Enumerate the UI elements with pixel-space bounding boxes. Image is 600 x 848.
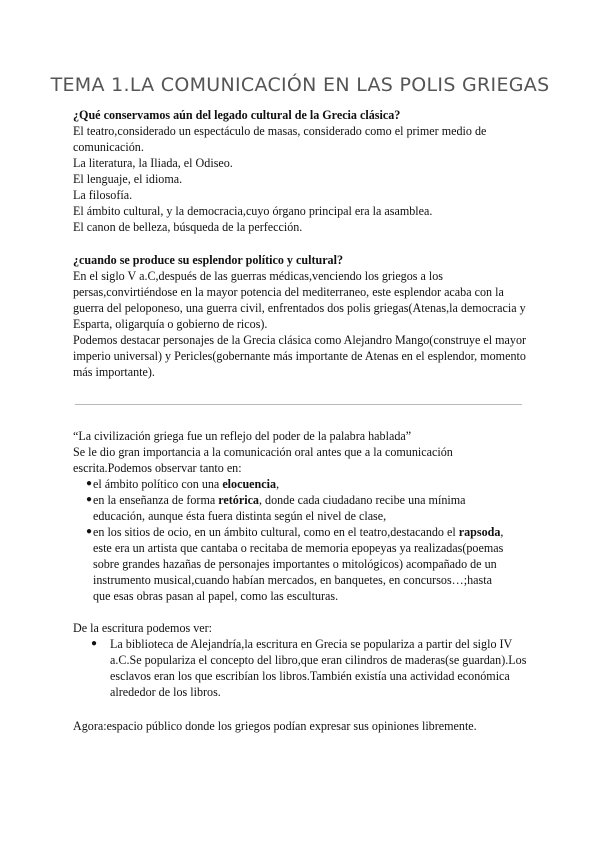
item-text: , donde cada ciudadano recibe una mínima (258, 493, 466, 507)
item-text: , (276, 477, 280, 491)
oral-communication-list (73, 476, 533, 604)
item-bold-term: elocuencia (222, 477, 277, 491)
item-bold-term: retórica (218, 493, 259, 507)
section-escritura (73, 620, 533, 700)
list-item (73, 476, 533, 492)
text-line: Agora:espacio público donde los griegos podían expresar sus opiniones libremente. (73, 719, 477, 733)
text-line: más importante). (73, 365, 155, 379)
bullet-icon: ● (86, 526, 93, 537)
text-line: El ámbito cultural, y la democracia,cuyo órgano principal era la asamblea. (73, 204, 433, 218)
text-line: El canon de belleza, búsqueda de la perfección. (73, 220, 303, 234)
item-text: en los sitios de ocio, en un ámbito cultural, como en el teatro,destacando el (93, 525, 459, 539)
section-heading: ¿Qué conservamos aún del legado cultural de la Grecia clásica? (73, 108, 401, 122)
text-line: persas,convirtiéndose en la mayor potencia del mediterraneo, este esplendor acaba con la (73, 285, 504, 299)
page-title: TEMA 1.LA COMUNICACIÓN EN LAS POLIS GRIEGAS (50, 74, 550, 96)
text-line: Podemos destacar personajes de la Grecia clásica como Alejandro Mango(construye el mayor (73, 333, 527, 347)
text-line: imperio universal) y Pericles(gobernante más importante de Atenas en el esplendor, momento (73, 349, 526, 363)
bullet-icon: ● (86, 478, 93, 489)
section-esplendor (73, 252, 533, 380)
item-continuation: educación, aunque ésta fuera distinta según el nivel de clase, (93, 509, 387, 523)
writing-list (73, 636, 533, 700)
text-line: escrita.Podemos observar tanto en: (73, 461, 242, 475)
text-line: La filosofía. (73, 188, 133, 202)
item-text: en la enseñanza de forma (93, 493, 219, 507)
text-line: guerra del peloponeso, una guerra civil, enfrentados dos polis griegas(Atenas,la democracia y (73, 301, 526, 315)
item-text: La biblioteca de Alejandría,la escritura en Grecia se populariza a partir del siglo IV (110, 637, 513, 651)
text-line: El teatro,considerado un espectáculo de masas, considerado como el primer medio de (73, 124, 487, 138)
item-continuation: a.C.Se populariza el concepto del libro,que eran cilindros de maderas(se guardan).Los (110, 653, 527, 667)
horizontal-divider (75, 404, 522, 405)
item-text: el ámbito político con una (93, 477, 223, 491)
item-continuation: este era un artista que cantaba o recitaba de memoria epopeyas ya realizadas(poemas (93, 541, 504, 555)
list-item (73, 492, 533, 524)
text-line: comunicación. (73, 140, 144, 154)
item-continuation: que esas obras pasan al papel, como las esculturas. (93, 589, 339, 603)
text-line: La literatura, la Iliada, el Odiseo. (73, 156, 233, 170)
quote-line: “La civilización griega fue un reflejo del poder de la palabra hablada” (73, 429, 412, 443)
text-line: De la escritura podemos ver: (73, 621, 213, 635)
section-legado (73, 107, 533, 235)
item-text: , (500, 525, 504, 539)
text-line: El lenguaje, el idioma. (73, 172, 183, 186)
text-line: En el siglo V a.C,después de las guerras médicas,venciendo los griegos a los (73, 269, 444, 283)
section-agora (73, 718, 533, 734)
list-item (73, 636, 533, 700)
bullet-icon: ● (86, 494, 93, 505)
section-palabra-hablada (73, 428, 533, 604)
section-heading: ¿cuando se produce su esplendor político y cultural? (73, 253, 344, 267)
item-continuation: instrumento musical,cuando habían mercados, en banquetes, en concursos…;hasta (93, 573, 492, 587)
item-continuation: esclavos eran los que escribían los libros.También existía una actividad económica (110, 669, 510, 683)
text-line: Esparta, oligarquía o gobierno de ricos). (73, 317, 268, 331)
item-continuation: sobre grandes hazañas de personajes importantes o mitológicos) acompañado de un (93, 557, 497, 571)
item-bold-term: rapsoda (458, 525, 501, 539)
item-continuation: alrededor de los libros. (110, 685, 221, 699)
bullet-icon: ● (91, 638, 98, 649)
list-item (73, 524, 533, 604)
text-line: Se le dio gran importancia a la comunicación oral antes que a la comunicación (73, 445, 453, 459)
